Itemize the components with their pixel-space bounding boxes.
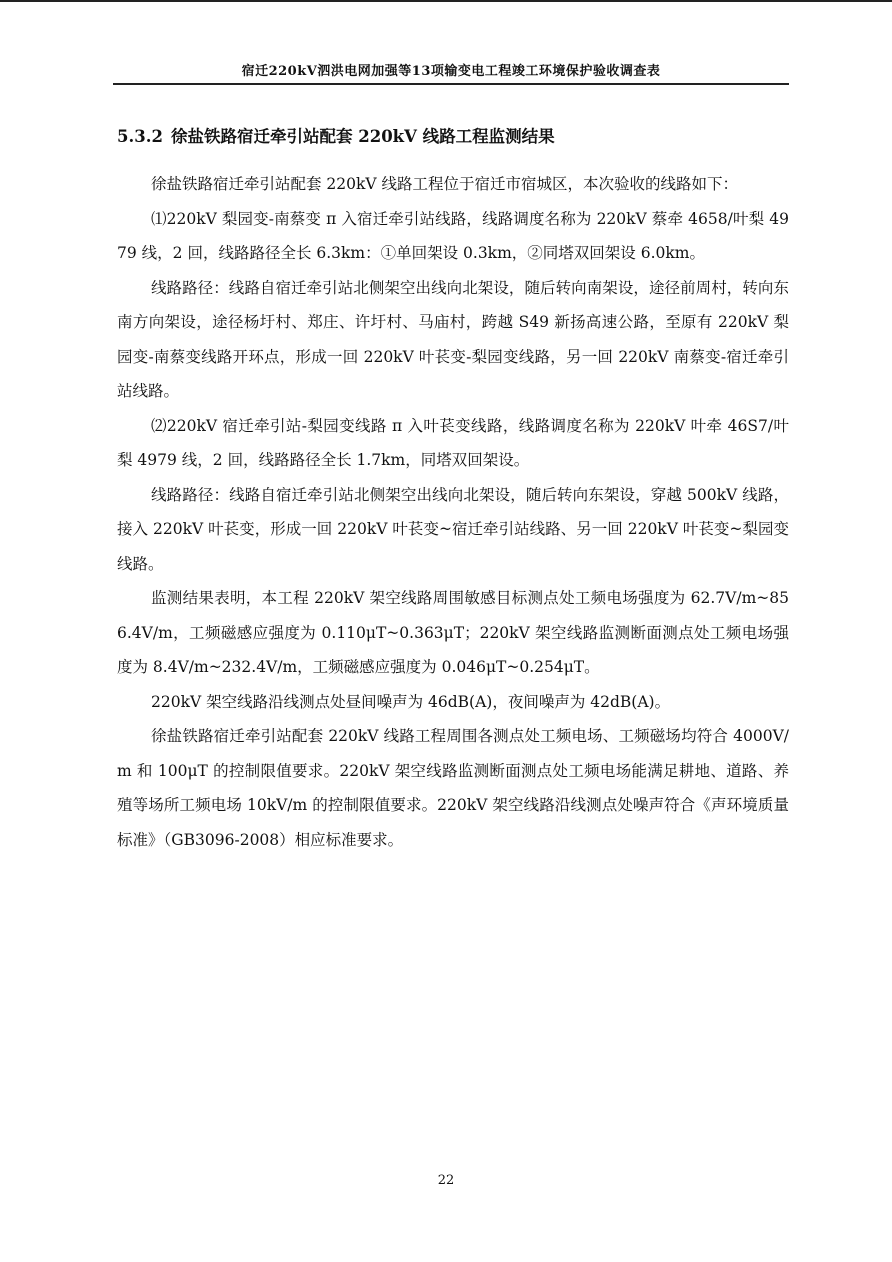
- page-top-border: [0, 0, 892, 2]
- section-title: 徐盐铁路宿迁牵引站配套 220kV 线路工程监测结果: [171, 127, 555, 146]
- paragraph-monitoring-results: 监测结果表明，本工程 220kV 架空线路周围敏感目标测点处工频电场强度为 62.7V/m~856.4V/m，工频磁感应强度为 0.110μT~0.363μT；220kV 架空线路监测断面测点处工频电场强度为 8.4V/m~232.4V/m，工频磁感应强度为 0.046μT~0.254μT。: [117, 589, 789, 676]
- section-heading: [117, 125, 789, 149]
- paragraph-intro: 徐盐铁路宿迁牵引站配套 220kV 线路工程位于宿迁市宿城区，本次验收的线路如下：: [151, 175, 739, 193]
- section-number: 5.3.2: [117, 127, 163, 146]
- paragraph-line-2-route: 线路路径：线路自宿迁牵引站北侧架空出线向北架设，随后转向东架设，穿越 500kV 线路，接入 220kV 叶苌变，形成一回 220kV 叶苌变~宿迁牵引站线路、另一回 220kV 叶苌变~梨园变线路。: [117, 485, 789, 573]
- running-header: 宿迁220kV泗洪电网加强等13项输变电工程竣工环境保护验收调查表: [241, 64, 661, 79]
- paragraph-line-1-route: 线路路径：线路自宿迁牵引站北侧架空出线向北架设，随后转向南架设，途径前周村，转向东南方向架设，途径杨圩村、郑庄、许圩村、马庙村，跨越 S49 新扬高速公路，至原有 220kV 梨园变-南蔡变线路开环点，形成一回 220kV 叶苌变-梨园变线路，另一回 220kV 南蔡变-宿迁牵引站线路。: [117, 278, 789, 400]
- body-text: [117, 167, 789, 857]
- paragraph-line-1: ⑴220kV 梨园变-南蔡变 π 入宿迁牵引站线路，线路调度名称为 220kV 蔡牵 4658/叶梨 4979 线，2 回，线路路径全长 6.3km：①单回架设 0.3km，②同塔双回架设 6.0km。: [117, 209, 789, 262]
- paragraph-line-2: ⑵220kV 宿迁牵引站-梨园变线路 π 入叶苌变线路，线路调度名称为 220kV 叶牵 46S7/叶梨 4979 线，2 回，线路路径全长 1.7km，同塔双回架设。: [117, 416, 789, 469]
- header-divider: [113, 83, 789, 85]
- paragraph-noise-results: 220kV 架空线路沿线测点处昼间噪声为 46dB(A)，夜间噪声为 42dB(A)。: [151, 692, 671, 711]
- paragraph-conclusion: 徐盐铁路宿迁牵引站配套 220kV 线路工程周围各测点处工频电场、工频磁场均符合 4000V/m 和 100μT 的控制限值要求。220kV 架空线路监测断面测点处工频电场能满足耕地、道路、养殖等场所工频电场 10kV/m 的控制限值要求。220kV 架空线路沿线测点处噪声符合《声环境质量标准》（GB3096-2008）相应标准要求。: [117, 727, 789, 849]
- page-number: 22: [437, 1173, 455, 1188]
